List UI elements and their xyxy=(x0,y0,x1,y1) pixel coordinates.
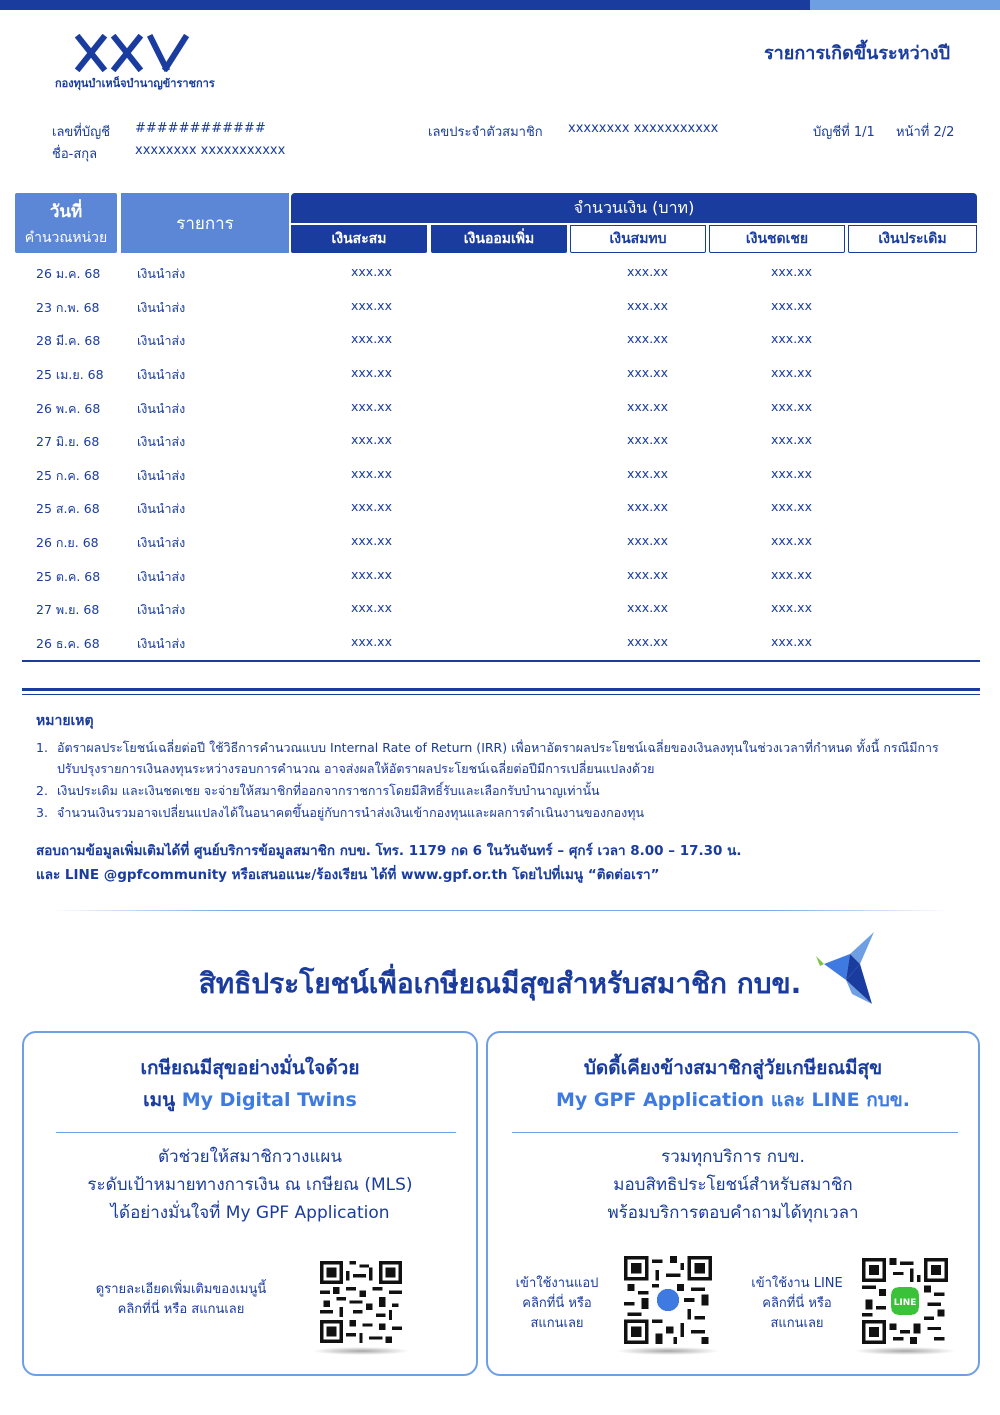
row-accumulated: xxx.xx xyxy=(351,298,392,313)
card-gpf-app xyxy=(486,1031,980,1376)
row-item: เงินนำส่ง xyxy=(137,468,186,483)
account-no-value: ############ xyxy=(135,121,266,136)
member-id-label: เลขประจำตัวสมาชิก xyxy=(428,125,543,140)
card-left-separator xyxy=(56,1132,456,1133)
row-compensation: xxx.xx xyxy=(771,533,812,548)
subheader-initial: เงินประเดิม xyxy=(848,225,977,253)
note-text: เงินประเดิม และเงินชดเชย จะจ่ายให้สมาชิกที่ออกจากราชการโดยมีสิทธิ์รับและเลือกรับบำนาญเท่านั้น xyxy=(57,783,600,798)
row-item: เงินนำส่ง xyxy=(137,569,186,584)
row-compensation: xxx.xx xyxy=(771,365,812,380)
top-bar-light xyxy=(810,0,1000,10)
card-right-body xyxy=(488,1143,978,1227)
note-item xyxy=(36,737,956,779)
row-item: เงินนำส่ง xyxy=(137,602,186,617)
row-contribution: xxx.xx xyxy=(627,432,668,447)
card-right-heading: บัดดี้เคียงข้างสมาชิกสู่วัยเกษียณมีสุข xyxy=(583,1057,883,1079)
card-right-separator xyxy=(512,1132,958,1133)
name-label: ชื่อ-สกุล xyxy=(52,147,98,162)
card-right-app-hint[interactable] xyxy=(502,1274,612,1334)
table-row xyxy=(0,393,1000,427)
row-date: 27 พ.ย. 68 xyxy=(36,602,100,617)
row-accumulated: xxx.xx xyxy=(351,399,392,414)
note-number: 1. xyxy=(36,740,48,755)
row-contribution: xxx.xx xyxy=(627,600,668,615)
section-fade-divider xyxy=(50,910,950,911)
row-accumulated: xxx.xx xyxy=(351,533,392,548)
contact-line-1: สอบถามข้อมูลเพิ่มเติมได้ที่ ศูนย์บริการข้อมูลสมาชิก กบข. โทร. 1179 กด 6 ในวันจันทร์ – ศุกร์ เวลา 8.00 – 17.30 น. xyxy=(36,843,742,859)
card-left-body-line: ระดับเป้าหมายทางการเงิน ณ เกษียณ (MLS) xyxy=(87,1175,413,1195)
row-item: เงินนำส่ง xyxy=(137,535,186,550)
card-digital-twins xyxy=(22,1031,478,1376)
contact-line-2: และ LINE @gpfcommunity หรือเสนอแนะ/ร้องเรียน ได้ที่ www.gpf.or.th โดยไปที่เมนู “ติดต่อเรา” xyxy=(36,867,660,883)
benefits-banner-title: สิทธิประโยชน์เพื่อเกษียณมีสุขสำหรับสมาชิก กบข. xyxy=(198,967,802,1000)
row-date: 25 ก.ค. 68 xyxy=(36,468,100,483)
card-right-subheading: My GPF Application และ LINE กบข. xyxy=(556,1089,910,1111)
row-compensation: xxx.xx xyxy=(771,399,812,414)
subheader-accumulated: เงินสะสม xyxy=(291,225,427,253)
row-contribution: xxx.xx xyxy=(627,298,668,313)
column-header-item: รายการ xyxy=(121,193,289,253)
card-left-subheading xyxy=(24,1085,476,1115)
table-row xyxy=(0,258,1000,292)
row-compensation: xxx.xx xyxy=(771,634,812,649)
notes-title: หมายเหตุ xyxy=(36,713,94,729)
row-contribution: xxx.xx xyxy=(627,466,668,481)
row-date: 23 ก.พ. 68 xyxy=(36,300,100,315)
qr-code-digital-twins[interactable] xyxy=(320,1261,402,1343)
row-accumulated: xxx.xx xyxy=(351,499,392,514)
table-row xyxy=(0,325,1000,359)
row-contribution: xxx.xx xyxy=(627,533,668,548)
table-row xyxy=(0,594,1000,628)
row-accumulated: xxx.xx xyxy=(351,466,392,481)
row-accumulated: xxx.xx xyxy=(351,432,392,447)
row-compensation: xxx.xx xyxy=(771,331,812,346)
row-compensation: xxx.xx xyxy=(771,298,812,313)
card-right-line-hint[interactable] xyxy=(742,1274,852,1334)
qr-shadow xyxy=(616,1347,720,1355)
card-left-heading: เกษียณมีสุขอย่างมั่นใจด้วย xyxy=(140,1057,360,1079)
top-bar-dark xyxy=(0,0,810,10)
row-contribution: xxx.xx xyxy=(627,264,668,279)
note-number: 3. xyxy=(36,805,48,820)
name-value: xxxxxxxx xxxxxxxxxxx xyxy=(135,143,286,158)
row-item: เงินนำส่ง xyxy=(137,367,186,382)
row-compensation: xxx.xx xyxy=(771,466,812,481)
row-date: 28 มี.ค. 68 xyxy=(36,333,101,348)
note-item xyxy=(36,780,956,801)
origami-bird-icon xyxy=(810,928,880,1008)
row-contribution: xxx.xx xyxy=(627,365,668,380)
line-hint-line1: เข้าใช้งาน LINE xyxy=(751,1276,843,1291)
app-hint-line2[interactable]: คลิกที่นี่ หรือ xyxy=(522,1296,592,1311)
table-row xyxy=(0,628,1000,662)
card-left-hint-line1: ดูรายละเอียดเพิ่มเติมของเมนูนี้ xyxy=(95,1282,267,1297)
table-row xyxy=(0,426,1000,460)
note-number: 2. xyxy=(36,783,48,798)
row-date: 27 มิ.ย. 68 xyxy=(36,434,100,449)
line-badge-text: LINE xyxy=(893,1297,917,1308)
table-row xyxy=(0,460,1000,494)
gpf-logo-mark-icon xyxy=(55,34,195,72)
row-compensation: xxx.xx xyxy=(771,499,812,514)
account-no-label: เลขที่บัญชี xyxy=(52,125,111,140)
table-row xyxy=(0,292,1000,326)
row-accumulated: xxx.xx xyxy=(351,567,392,582)
row-compensation: xxx.xx xyxy=(771,600,812,615)
row-item: เงินนำส่ง xyxy=(137,434,186,449)
row-accumulated: xxx.xx xyxy=(351,634,392,649)
section-divider-thick xyxy=(22,688,980,691)
card-right-body-line: พร้อมบริการตอบคำถามได้ทุกเวลา xyxy=(607,1203,859,1223)
row-date: 26 ม.ค. 68 xyxy=(36,266,101,281)
subheader-compensation: เงินชดเชย xyxy=(709,225,845,253)
row-item: เงินนำส่ง xyxy=(137,333,186,348)
row-compensation: xxx.xx xyxy=(771,567,812,582)
qr-code-gpf-app[interactable] xyxy=(624,1256,712,1344)
card-left-hint-line2[interactable]: คลิกที่นี่ หรือ สแกนเลย xyxy=(117,1302,245,1317)
row-contribution: xxx.xx xyxy=(627,634,668,649)
row-item: เงินนำส่ง xyxy=(137,266,186,281)
card-left-hint[interactable] xyxy=(86,1280,276,1320)
card-left-subheading-prefix: เมนู xyxy=(143,1089,182,1111)
row-date: 25 ส.ค. 68 xyxy=(36,501,100,516)
table-row xyxy=(0,527,1000,561)
row-accumulated: xxx.xx xyxy=(351,331,392,346)
gpf-logo xyxy=(55,34,215,92)
page-count: หน้าที่ 2/2 xyxy=(896,125,955,140)
row-date: 26 ก.ย. 68 xyxy=(36,535,99,550)
row-date: 25 เม.ย. 68 xyxy=(36,367,104,382)
subheader-extra-savings: เงินออมเพิ่ม xyxy=(431,225,567,253)
column-header-amount: จำนวนเงิน (บาท) xyxy=(291,193,977,223)
qr-code-line[interactable] xyxy=(862,1258,948,1344)
card-right-body-line: มอบสิทธิประโยชน์สำหรับสมาชิก xyxy=(613,1175,853,1195)
member-id-value: xxxxxxxx xxxxxxxxxxx xyxy=(568,121,719,136)
subheader-contribution: เงินสมทบ xyxy=(570,225,706,253)
line-hint-line3: สแกนเลย xyxy=(770,1316,824,1331)
gpf-center-logo-icon xyxy=(657,1289,680,1312)
row-item: เงินนำส่ง xyxy=(137,300,186,315)
card-left-body-line: ได้อย่างมั่นใจที่ My GPF Application xyxy=(110,1203,390,1223)
row-date: 26 พ.ค. 68 xyxy=(36,401,101,416)
row-accumulated: xxx.xx xyxy=(351,600,392,615)
row-item: เงินนำส่ง xyxy=(137,636,186,651)
column-header-date-line1: วันที่ xyxy=(49,201,83,222)
line-hint-line2[interactable]: คลิกที่นี่ หรือ xyxy=(762,1296,832,1311)
table-row xyxy=(0,561,1000,595)
row-contribution: xxx.xx xyxy=(627,499,668,514)
column-header-date xyxy=(15,193,117,253)
document-title: รายการเกิดขึ้นระหว่างปี xyxy=(764,43,950,64)
section-divider-thin xyxy=(22,694,980,695)
row-contribution: xxx.xx xyxy=(627,331,668,346)
card-left-subheading-highlight: My Digital Twins xyxy=(181,1089,357,1111)
qr-shadow xyxy=(854,1347,956,1355)
row-contribution: xxx.xx xyxy=(627,567,668,582)
logo-text: กองทุนบำเหน็จบำนาญข้าราชการ xyxy=(55,77,215,90)
app-hint-line3: สแกนเลย xyxy=(530,1316,584,1331)
table-row xyxy=(0,359,1000,393)
row-date: 25 ต.ค. 68 xyxy=(36,569,101,584)
top-color-bar xyxy=(0,0,1000,10)
note-item xyxy=(36,802,956,823)
row-compensation: xxx.xx xyxy=(771,432,812,447)
column-header-date-line2: คำนวณหน่วย xyxy=(24,229,108,246)
account-count: บัญชีที่ 1/1 xyxy=(813,125,875,140)
card-left-body-line: ตัวช่วยให้สมาชิกวางแผน xyxy=(157,1147,343,1167)
table-bottom-line xyxy=(22,660,980,662)
note-text: อัตราผลประโยชน์เฉลี่ยต่อปี ใช้วิธีการคำนวณแบบ Internal Rate of Return (IRR) เพื่อหาอัตราผลประโยชน์เฉลี่ยของเงินลงทุนในช่วงเวลาที่กำหนด ทั้งนี้ กรณีมีการปรับปรุงรายการเงินลงทุนระหว่างรอบการคำนวณ อาจส่งผลให้อัตราผลประโยชน์เฉลี่ยต่อปีมีการเปลี่ยนแปลงด้วย xyxy=(57,740,939,776)
row-date: 26 ธ.ค. 68 xyxy=(36,636,100,651)
note-text: จำนวนเงินรวมอาจเปลี่ยนแปลงได้ในอนาคตขึ้นอยู่กับการนำส่งเงินเข้ากองทุนและผลการดำเนินงานของกองทุน xyxy=(57,805,645,820)
table-row xyxy=(0,493,1000,527)
row-item: เงินนำส่ง xyxy=(137,401,186,416)
row-accumulated: xxx.xx xyxy=(351,264,392,279)
row-accumulated: xxx.xx xyxy=(351,365,392,380)
app-hint-line1: เข้าใช้งานแอป xyxy=(515,1276,599,1291)
qr-shadow xyxy=(312,1347,410,1355)
card-left-body xyxy=(24,1143,476,1227)
row-contribution: xxx.xx xyxy=(627,399,668,414)
row-item: เงินนำส่ง xyxy=(137,501,186,516)
card-right-body-line: รวมทุกบริการ กบข. xyxy=(661,1147,805,1167)
row-compensation: xxx.xx xyxy=(771,264,812,279)
